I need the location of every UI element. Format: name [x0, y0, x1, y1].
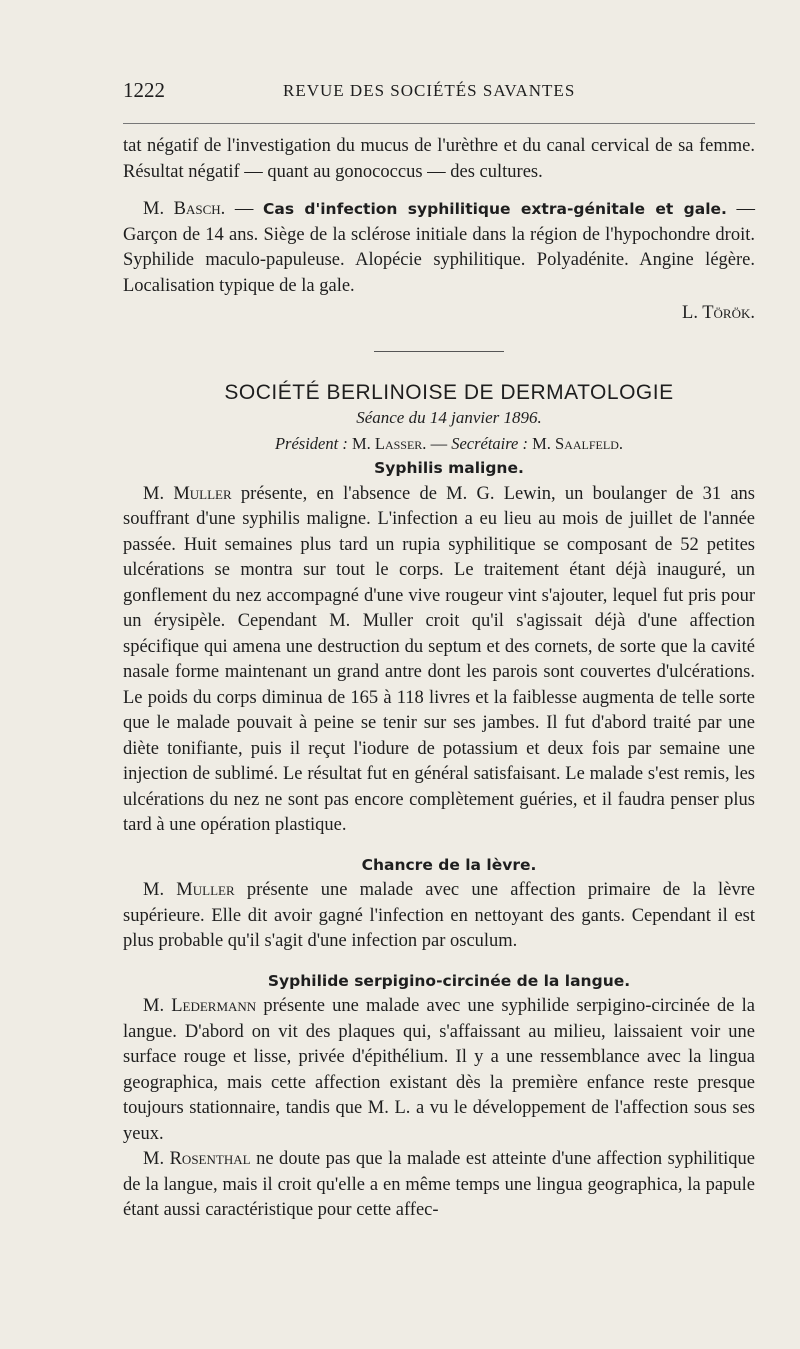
officers-line: [123, 431, 755, 457]
president-label: Président :: [274, 433, 348, 453]
page-number: 1222: [123, 78, 165, 102]
session-date: Séance du 14 janvier 1896.: [356, 408, 542, 427]
section-title-chancre: Chancre de la lèvre.: [361, 855, 537, 874]
running-title: REVUE DES SOCIÉTÉS SAVANTES: [283, 81, 576, 100]
basch-paragraph: [123, 197, 755, 299]
basch-speaker: M. Basch.: [143, 199, 226, 219]
basch-title: Cas d'infection syphilitique extra-génitale et gale.: [262, 200, 727, 218]
society-title: SOCIÉTÉ BERLINOISE DE DERMATOLOGIE: [224, 380, 674, 404]
signature: L. Török.: [682, 303, 755, 323]
officers-sep: —: [426, 433, 452, 453]
section-divider: [374, 351, 504, 352]
secretary-name: M. Saalfeld.: [532, 433, 624, 453]
section-paragraph-rosenthal: M. Rosenthal ne doute pas que la malade est atteinte d'une affection syphilitique de la langue, mais il croit qu'elle a en même temps une lingua geographica, la papule étant aussi caractéristique pour cette affec-: [123, 1149, 755, 1220]
section-title-syphilide: Syphilide serpigino-circinée de la langue.: [267, 971, 631, 990]
header-rule: [123, 123, 755, 124]
section-paragraph-syphilide: M. Ledermann présente une malade avec une syphilide serpigino-circinée de la langue. D'abord on vit des plaques qui, s'affaissant au milieu, laissaient voir une surface rouge et lisse, privée d'épithélium. Il y a une ressemblance avec la lingua geographica, mais cette affection existant dès la première enfance reste presque toujours stationnaire, tandis que M. L. a vu le développement de l'affection sous ses yeux.: [123, 996, 755, 1144]
secretary-label: Secrétaire :: [451, 433, 528, 453]
president-name: M. Lasser.: [351, 433, 427, 453]
basch-body: — Garçon de 14 ans. Siège de la sclérose initiale dans la région de l'hypochondre droit. Syphilide maculo-papuleuse. Alopécie syphilitique. Polyadénite. Angine légère. Localisation typique de la gale.: [123, 199, 756, 296]
basch-dash: —: [225, 199, 263, 219]
section-title-syphilis-maligne: Syphilis maligne.: [374, 459, 524, 477]
section-paragraph-chancre: M. Muller présente une malade avec une affection primaire de la lèvre supérieure. Elle dit avoir gagné l'infection en nettoyant des gants. Cependant il est plus probable qu'il s'agit d'une infection par osculum.: [123, 880, 755, 951]
section-paragraph-syphilis-maligne: M. Muller présente, en l'absence de M. G. Lewin, un boulanger de 31 ans souffrant d'une syphilis maligne. L'infection a eu lieu au mois de juillet de l'année passée. Huit semaines plus tard un rupia syphilitique se composant de 52 petites ulcérations se montra sur tout le corps. Le traitement étant déjà inauguré, un gonflement du nez accompagné d'une vive rougeur vint s'ajouter, lequel fut pris pour un érysipèle. Cependant M. Muller croit qu'il s'agissait déjà d'une affection spécifique qui amena une destruction du septum et des cornets, de sorte que la cavité nasale forme maintenant un grand antre dont les parois sont couvertes d'ulcérations. Le poids du corps diminua de 165 à 118 livres et la faiblesse augmenta de telle sorte que le malade pouvait à peine se tenir sur ses jambes. Il fut d'abord traité par une diète tonifiante, puis il reçut l'iodure de potassium et deux fois par semaine une injection de sublimé. Le résultat fut en général satisfaisant. Le malade s'est remis, les ulcérations du nez ne sont pas encore complètement guéries, et il faudra penser plus tard à une opération plastique.: [123, 483, 755, 835]
intro-paragraph: tat négatif de l'investigation du mucus de l'urèthre et du canal cervical de sa femme. Résultat négatif — quant au gonococcus — des cultures.: [123, 136, 755, 182]
page-header: [123, 78, 753, 108]
body-text: [123, 134, 755, 1224]
